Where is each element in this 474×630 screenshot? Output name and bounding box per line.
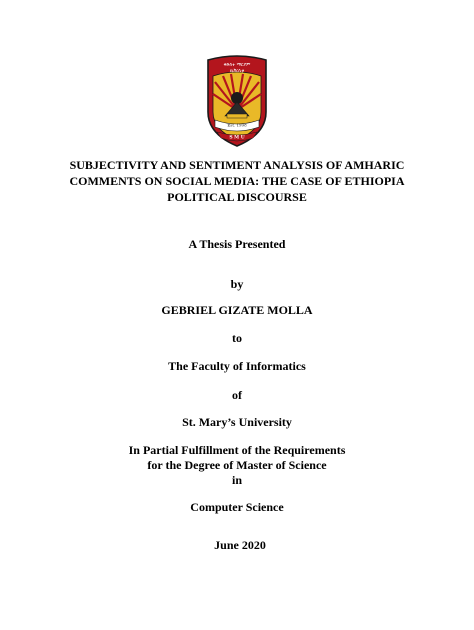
thesis-title-line-1: SUBJECTIVITY AND SENTIMENT ANALYSIS OF AMHARIC [69,158,405,172]
university-name: St. Mary’s University [182,415,292,429]
seal-arc-top-text: ቅድስተ ማርያም [223,63,251,68]
seal-banner-text: Est. 1998 [227,122,247,128]
presented-text: A Thesis Presented [188,237,286,251]
university-seal-lettering [205,54,269,150]
seal-arc-top2-text: ዩኒቨርሲቲ [229,68,245,73]
thesis-title-line-2: COMMENTS ON SOCIAL MEDIA: THE CASE OF ETHIOPIA [69,174,405,188]
faculty-name: The Faculty of Informatics [168,359,306,373]
submission-date: June 2020 [214,538,266,552]
by-text: by [230,277,244,291]
of-text: of [232,388,242,402]
requirements-line-1: In Partial Fulfillment of the Requirements [128,443,346,457]
requirements-line-2: for the Degree of Master of Science [147,458,327,472]
thesis-title-line-3: POLITICAL DISCOURSE [167,190,307,204]
to-text: to [232,331,242,345]
field-of-study: Computer Science [190,500,284,514]
author-name: GEBRIEL GIZATE MOLLA [161,303,313,317]
requirements-line-3: in [231,473,242,487]
seal-initials-text: S M U [229,135,245,141]
university-logo [205,54,269,150]
